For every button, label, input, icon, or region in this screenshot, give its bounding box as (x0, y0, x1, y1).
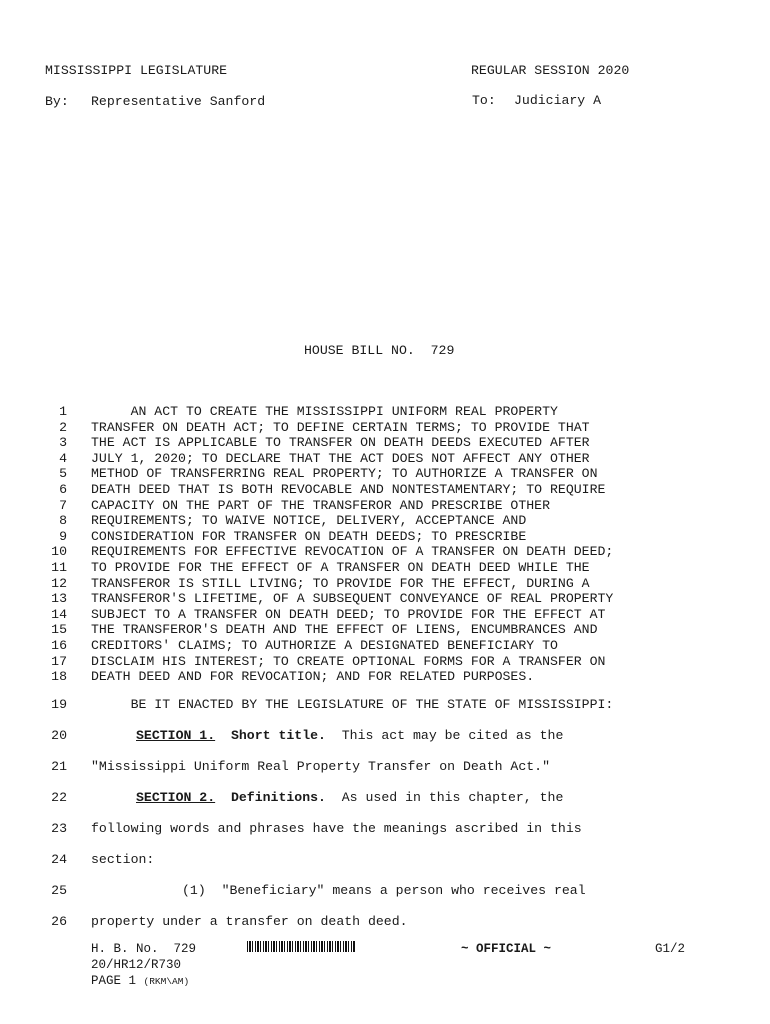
definition-1: (1) "Beneficiary" means a person who receives real (182, 883, 586, 898)
line-number: 4 (59, 450, 67, 466)
body-text-line: property under a transfer on death deed. (91, 914, 408, 929)
header-by-label: By: (45, 94, 69, 109)
act-title-line: DISCLAIM HIS INTEREST; TO CREATE OPTIONAL FORMS FOR A TRANSFER ON (91, 653, 606, 669)
act-title-line: TO PROVIDE FOR THE EFFECT OF A TRANSFER ON DEATH DEED WHILE THE (91, 560, 590, 575)
enacting-clause: BE IT ENACTED BY THE LEGISLATURE OF THE STATE OF MISSISSIPPI: (91, 697, 614, 712)
act-title-line: TRANSFEROR IS STILL LIVING; TO PROVIDE FOR THE EFFECT, DURING A (91, 575, 590, 591)
act-title-line: JULY 1, 2020; TO DECLARE THAT THE ACT DOES NOT AFFECT ANY OTHER (91, 450, 590, 466)
header-legislature: MISSISSIPPI LEGISLATURE (45, 63, 228, 78)
line-number: 16 (51, 638, 67, 653)
section-1-text: This act may be cited as the (341, 728, 564, 743)
line-number: 25 (51, 883, 67, 898)
line-number: 8 (59, 513, 67, 529)
line-number: 19 (51, 697, 67, 712)
barcode (247, 941, 355, 952)
footer-bill-number: H. B. No. 729 (91, 942, 197, 956)
line-number: 11 (51, 560, 67, 575)
act-title-line: TRANSFER ON DEATH ACT; TO DEFINE CERTAIN TERMS; TO PROVIDE THAT (91, 419, 590, 435)
header-sponsor: Representative Sanford (91, 94, 266, 109)
header-to-label: To: (472, 93, 496, 108)
bill-title: HOUSE BILL NO. 729 (304, 343, 455, 358)
act-title-line: SUBJECT TO A TRANSFER ON DEATH DEED; TO PROVIDE FOR THE EFFECT AT (91, 606, 606, 622)
line-number: 2 (59, 419, 67, 435)
line-number: 15 (51, 622, 67, 638)
section-1-title: Short title. (230, 728, 326, 743)
short-title-text: "Mississippi Uniform Real Property Transfer on Death Act." (91, 759, 550, 774)
act-title-line: REQUIREMENTS; TO WAIVE NOTICE, DELIVERY, ACCEPTANCE AND (91, 513, 527, 529)
section-1 (136, 729, 563, 742)
header-session: REGULAR SESSION 2020 (471, 63, 630, 78)
body-text-line: following words and phrases have the meanings ascribed in this (91, 821, 582, 836)
line-number: 26 (51, 914, 67, 929)
footer-typist: (RKM\AM) (143, 976, 190, 987)
body-text-line: section: (91, 852, 155, 867)
line-number: 14 (51, 606, 67, 622)
section-2-label: SECTION 2. (136, 790, 216, 805)
line-number: 24 (51, 852, 67, 867)
line-number: 13 (51, 591, 67, 607)
act-title-line: REQUIREMENTS FOR EFFECTIVE REVOCATION OF A TRANSFER ON DEATH DEED; (91, 544, 614, 560)
line-number: 3 (59, 435, 67, 451)
line-number: 6 (59, 482, 67, 497)
line-number: 1 (59, 404, 67, 419)
section-2-text: As used in this chapter, the (341, 790, 564, 805)
act-title-line: THE TRANSFEROR'S DEATH AND THE EFFECT OF LIENS, ENCUMBRANCES AND (91, 622, 598, 638)
act-title-line: THE ACT IS APPLICABLE TO TRANSFER ON DEATH DEEDS EXECUTED AFTER (91, 435, 590, 451)
act-title-line: CREDITORS' CLAIMS; TO AUTHORIZE A DESIGNATED BENEFICIARY TO (91, 638, 558, 653)
footer-page (91, 975, 189, 988)
line-number: 17 (51, 653, 67, 669)
section-2 (136, 791, 563, 804)
footer-draft: 20/HR12/R730 (91, 958, 182, 972)
footer-official: ~ OFFICIAL ~ (461, 942, 552, 956)
act-title-line: DEATH DEED AND FOR REVOCATION; AND FOR RELATED PURPOSES. (91, 669, 535, 685)
line-number: 18 (51, 669, 67, 685)
line-number: 10 (51, 544, 67, 560)
line-number: 21 (51, 759, 67, 774)
section-2-title: Definitions. (230, 790, 326, 805)
act-title-line: CAPACITY ON THE PART OF THE TRANSFEROR AND PRESCRIBE OTHER (91, 497, 550, 513)
act-title-line: METHOD OF TRANSFERRING REAL PROPERTY; TO AUTHORIZE A TRANSFER ON (91, 466, 598, 482)
act-title-line: CONSIDERATION FOR TRANSFER ON DEATH DEEDS; TO PRESCRIBE (91, 528, 527, 544)
act-title-line: TRANSFEROR'S LIFETIME, OF A SUBSEQUENT CONVEYANCE OF REAL PROPERTY (91, 591, 614, 607)
footer-code: G1/2 (655, 942, 686, 956)
section-1-label: SECTION 1. (136, 728, 216, 743)
act-title-line: DEATH DEED THAT IS BOTH REVOCABLE AND NONTESTAMENTARY; TO REQUIRE (91, 482, 606, 497)
line-number: 20 (51, 728, 67, 743)
header-committee: Judiciary A (514, 93, 602, 108)
line-number: 12 (51, 575, 67, 591)
line-number: 7 (59, 497, 67, 513)
line-number: 23 (51, 821, 67, 836)
act-title-line: AN ACT TO CREATE THE MISSISSIPPI UNIFORM REAL PROPERTY (91, 404, 558, 419)
line-number: 9 (59, 528, 67, 544)
footer-page-number: PAGE 1 (91, 974, 137, 988)
line-number: 5 (59, 466, 67, 482)
line-number: 22 (51, 790, 67, 805)
